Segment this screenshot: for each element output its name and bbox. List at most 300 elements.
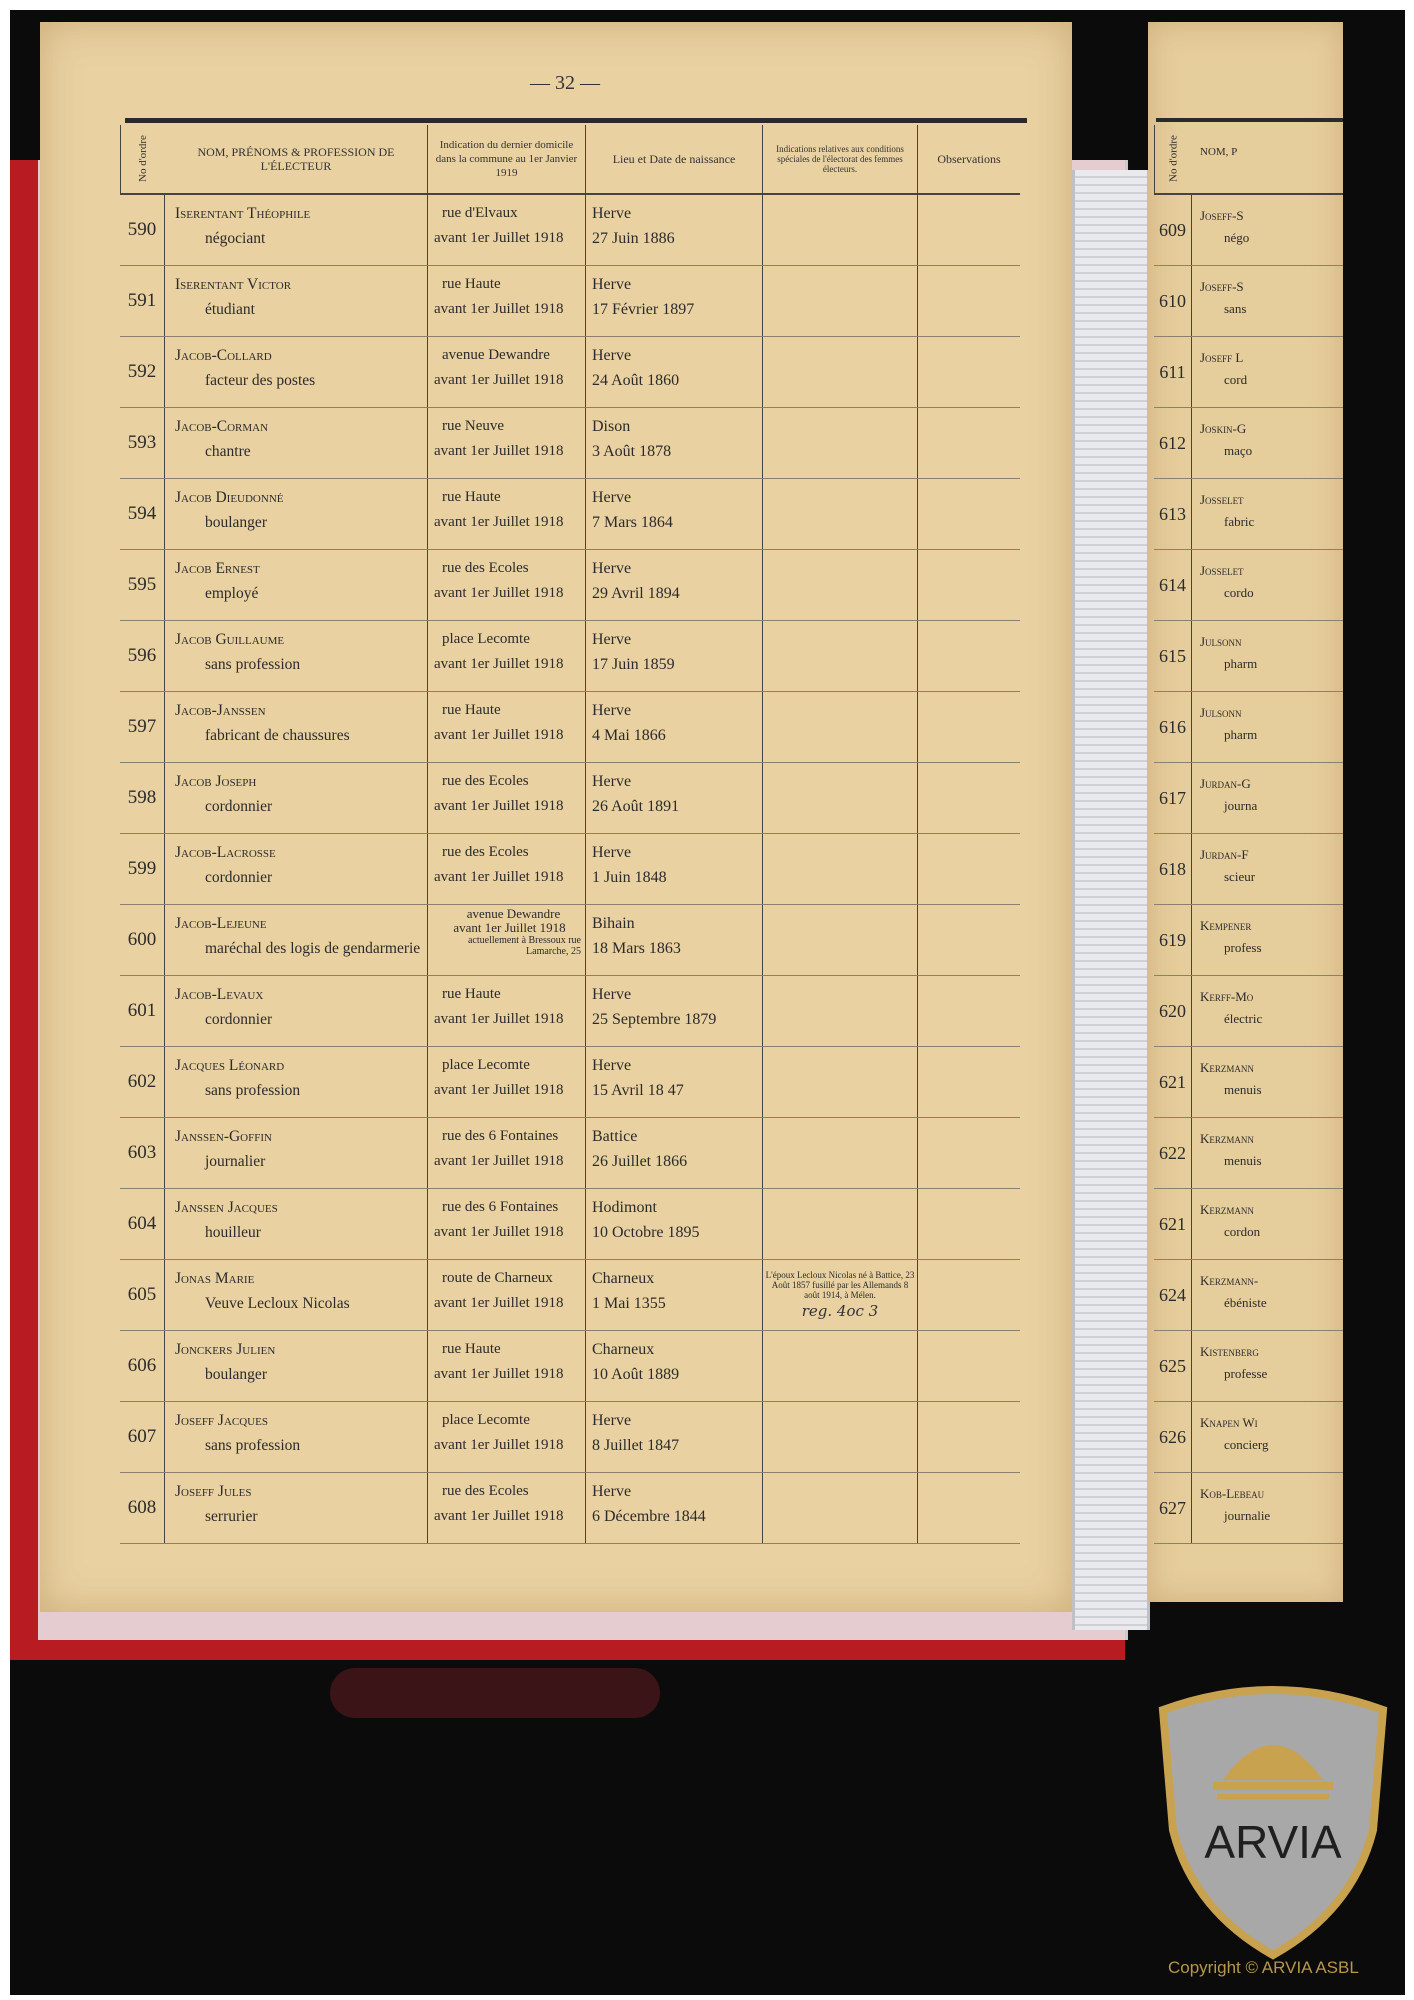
adjacent-table-row <box>1154 976 1343 1047</box>
address-date: avant 1er Juillet 1918 <box>434 1224 564 1240</box>
address: rue des 6 Fontaines <box>442 1128 559 1144</box>
adjacent-elector-name: Kob-Lebeau <box>1200 1486 1265 1501</box>
domicile-cell <box>428 1189 586 1259</box>
adjacent-elector-cell <box>1192 337 1343 407</box>
address-date: avant 1er Juillet 1918 <box>434 1295 564 1311</box>
birth-place: Herve <box>592 1412 632 1429</box>
table-row <box>120 1047 1020 1118</box>
table-row <box>120 195 1020 266</box>
adjacent-elector-name: Kerzmann <box>1200 1202 1254 1217</box>
adjacent-elector-name: Joseff L <box>1200 350 1244 365</box>
elector-cell <box>165 266 428 336</box>
birth-date: 27 Juin 1886 <box>592 230 675 247</box>
elector-profession: sans profession <box>205 1437 301 1454</box>
adjacent-elector-cell <box>1192 1402 1343 1472</box>
birth-cell <box>586 1473 763 1543</box>
header-no: No d'ordre <box>120 125 165 193</box>
adjacent-elector-name: Joskin-G <box>1200 421 1247 436</box>
table-row <box>120 621 1020 692</box>
order-number: 608 <box>120 1473 165 1543</box>
order-number: 593 <box>120 408 165 478</box>
birth-date: 10 Octobre 1895 <box>592 1224 700 1241</box>
adjacent-elector-name: Kerzmann <box>1200 1131 1254 1146</box>
address: place Lecomte <box>442 1057 530 1073</box>
adjacent-elector-profession: concierg <box>1224 1437 1269 1452</box>
adjacent-table-row <box>1154 1260 1343 1331</box>
elector-profession: Veuve Lecloux Nicolas <box>205 1295 350 1312</box>
special-conditions-cell <box>763 1402 918 1472</box>
address: route de Charneux <box>442 1270 553 1286</box>
birth-cell <box>586 1331 763 1401</box>
address-date: avant 1er Juillet 1918 <box>434 798 564 814</box>
adjacent-table-row <box>1154 195 1343 266</box>
elector-profession: chantre <box>205 443 251 460</box>
adjacent-table-row <box>1154 550 1343 621</box>
adjacent-elector-cell <box>1192 479 1343 549</box>
adjacent-order-number: 610 <box>1154 266 1192 336</box>
observations-cell <box>918 337 1020 407</box>
electoral-register-table <box>120 125 1020 1544</box>
domicile-cell <box>428 550 586 620</box>
table-row <box>120 976 1020 1047</box>
birth-cell <box>586 479 763 549</box>
elector-name: Iserentant Victor <box>175 276 292 293</box>
adjacent-order-number: 621 <box>1154 1189 1192 1259</box>
observations-cell <box>918 905 1020 975</box>
birth-place: Charneux <box>592 1270 655 1287</box>
table-row <box>120 1473 1020 1544</box>
elector-name: Janssen Jacques <box>175 1199 278 1216</box>
address: rue Haute <box>442 276 501 292</box>
adjacent-elector-name: Joseff-S <box>1200 279 1244 294</box>
order-number: 597 <box>120 692 165 762</box>
header-birth: Lieu et Date de naissance <box>586 125 763 193</box>
observations-cell <box>918 1473 1020 1543</box>
special-conditions-cell <box>763 621 918 691</box>
table-row <box>120 1118 1020 1189</box>
table-row <box>120 479 1020 550</box>
birth-date: 10 Août 1889 <box>592 1366 680 1383</box>
birth-date: 4 Mai 1866 <box>592 727 666 744</box>
special-conditions-cell <box>763 1260 918 1330</box>
elector-name: Janssen-Goffin <box>175 1128 272 1145</box>
special-conditions-cell <box>763 1473 918 1543</box>
adjacent-order-number: 615 <box>1154 621 1192 691</box>
special-conditions-cell <box>763 763 918 833</box>
special-conditions-cell <box>763 834 918 904</box>
adjacent-elector-profession: fabric <box>1224 514 1255 529</box>
adjacent-elector-cell <box>1192 1047 1343 1117</box>
birth-place: Herve <box>592 986 632 1003</box>
elector-profession: facteur des postes <box>205 372 316 389</box>
birth-date: 17 Février 1897 <box>592 301 695 318</box>
observations-cell <box>918 692 1020 762</box>
birth-date: 26 Août 1891 <box>592 798 680 815</box>
birth-cell <box>586 1260 763 1330</box>
address-date: avant 1er Juillet 1918 <box>434 301 564 317</box>
birth-place: Herve <box>592 347 632 364</box>
special-conditions-cell <box>763 1331 918 1401</box>
order-number: 598 <box>120 763 165 833</box>
special-conditions-cell <box>763 976 918 1046</box>
adjacent-elector-name: Josselet <box>1200 492 1244 507</box>
table-row <box>120 1331 1020 1402</box>
address-date: avant 1er Juillet 1918 <box>453 920 566 935</box>
adjacent-elector-name: Kistenberg <box>1200 1344 1259 1359</box>
header-domicile: Indication du dernier domicile dans la commune au 1er Janvier 1919 <box>428 125 586 193</box>
address-date: avant 1er Juillet 1918 <box>434 869 564 885</box>
birth-place: Herve <box>592 844 632 861</box>
address: rue Haute <box>442 1341 501 1357</box>
adjacent-order-number: 627 <box>1154 1473 1192 1543</box>
address-date: avant 1er Juillet 1918 <box>434 372 564 388</box>
adjacent-order-number: 614 <box>1154 550 1192 620</box>
order-number: 605 <box>120 1260 165 1330</box>
order-number: 600 <box>120 905 165 975</box>
address: rue des Ecoles <box>442 1483 529 1499</box>
table-row <box>120 408 1020 479</box>
elector-profession: boulanger <box>205 514 267 531</box>
elector-cell <box>165 1331 428 1401</box>
elector-profession: sans profession <box>205 1082 301 1099</box>
special-note: L'époux Lecloux Nicolas né à Battice, 23 Août 1857 fusillé par les Allemands 8 août 1914, à Mélen. <box>765 1270 915 1300</box>
birth-date: 8 Juillet 1847 <box>592 1437 680 1454</box>
observations-cell <box>918 408 1020 478</box>
birth-cell <box>586 195 763 265</box>
domicile-cell <box>428 1047 586 1117</box>
adjacent-header-no: No d'ordre <box>1154 125 1192 193</box>
birth-cell <box>586 1189 763 1259</box>
birth-date: 18 Mars 1863 <box>592 940 681 957</box>
special-conditions-cell <box>763 195 918 265</box>
elector-name: Jacob-Collard <box>175 347 272 364</box>
elector-name: Jacob-Levaux <box>175 986 264 1003</box>
handwritten-note: reg. 4oc 3 <box>801 1302 879 1320</box>
adjacent-order-number: 612 <box>1154 408 1192 478</box>
adjacent-elector-name: Julsonn <box>1200 634 1242 649</box>
adjacent-table-row <box>1154 1402 1343 1473</box>
address-date: avant 1er Juillet 1918 <box>434 1508 564 1524</box>
birth-cell <box>586 550 763 620</box>
birth-date: 17 Juin 1859 <box>592 656 675 673</box>
address-date: avant 1er Juillet 1918 <box>434 585 564 601</box>
order-number: 607 <box>120 1402 165 1472</box>
header-rule <box>125 118 1027 123</box>
address-date: avant 1er Juillet 1918 <box>434 1366 564 1382</box>
adjacent-elector-name: Jurdan-F <box>1200 847 1249 862</box>
elector-cell <box>165 550 428 620</box>
observations-cell <box>918 621 1020 691</box>
observations-cell <box>918 1331 1020 1401</box>
adjacent-elector-cell <box>1192 195 1343 265</box>
adjacent-elector-cell <box>1192 1331 1343 1401</box>
adjacent-table-row <box>1154 834 1343 905</box>
address: avenue Dewandre <box>442 347 550 363</box>
order-number: 603 <box>120 1118 165 1188</box>
elector-name: Jacob-Lejeune <box>175 915 267 932</box>
birth-cell <box>586 692 763 762</box>
elector-name: Jacob Joseph <box>175 773 257 790</box>
birth-place: Herve <box>592 631 632 648</box>
address: place Lecomte <box>442 1412 530 1428</box>
table-row <box>120 1260 1020 1331</box>
adjacent-elector-name: Joseff-S <box>1200 208 1244 223</box>
birth-place: Herve <box>592 205 632 222</box>
birth-place: Charneux <box>592 1341 655 1358</box>
adjacent-elector-name: Julsonn <box>1200 705 1242 720</box>
domicile-cell <box>428 905 586 975</box>
adjacent-elector-profession: pharm <box>1224 727 1258 742</box>
adjacent-elector-cell <box>1192 976 1343 1046</box>
observations-cell <box>918 1118 1020 1188</box>
header-observations: Observations <box>937 152 1001 166</box>
adjacent-elector-name: Jurdan-G <box>1200 776 1251 791</box>
adjacent-elector-profession: scieur <box>1224 869 1256 884</box>
birth-cell <box>586 976 763 1046</box>
order-number: 594 <box>120 479 165 549</box>
table-row <box>120 1189 1020 1260</box>
adjacent-header-rule <box>1156 118 1343 122</box>
adjacent-elector-cell <box>1192 692 1343 762</box>
special-conditions-cell <box>763 1189 918 1259</box>
adjacent-elector-name: Josselet <box>1200 563 1244 578</box>
adjacent-elector-profession: menuis <box>1224 1082 1262 1097</box>
adjacent-elector-profession: profess <box>1224 940 1262 955</box>
adjacent-table-row <box>1154 1047 1343 1118</box>
arvia-logo <box>1143 1670 1403 1960</box>
birth-cell <box>586 266 763 336</box>
adjacent-order-number: 621 <box>1154 1047 1192 1117</box>
birth-date: 6 Décembre 1844 <box>592 1508 706 1525</box>
elector-name: Jonckers Julien <box>175 1341 276 1358</box>
order-number: 599 <box>120 834 165 904</box>
adjacent-elector-profession: pharm <box>1224 656 1258 671</box>
order-number: 602 <box>120 1047 165 1117</box>
birth-cell <box>586 621 763 691</box>
domicile-cell <box>428 1402 586 1472</box>
birth-place: Herve <box>592 276 632 293</box>
adjacent-table-body <box>1154 195 1343 1544</box>
elector-profession: boulanger <box>205 1366 267 1383</box>
birth-date: 3 Août 1878 <box>592 443 672 460</box>
domicile-cell <box>428 976 586 1046</box>
domicile-cell <box>428 1473 586 1543</box>
domicile-cell <box>428 763 586 833</box>
elector-profession: négociant <box>205 230 266 247</box>
order-number: 601 <box>120 976 165 1046</box>
special-conditions-cell <box>763 1047 918 1117</box>
observations-cell <box>918 195 1020 265</box>
address: avenue Dewandre <box>466 906 561 921</box>
address-date: avant 1er Juillet 1918 <box>434 1437 564 1453</box>
adjacent-table-row <box>1154 1189 1343 1260</box>
adjacent-elector-profession: sans <box>1224 301 1247 316</box>
adjacent-elector-cell <box>1192 1260 1343 1330</box>
order-number: 604 <box>120 1189 165 1259</box>
adjacent-elector-profession: électric <box>1224 1011 1263 1026</box>
birth-date: 7 Mars 1864 <box>592 514 673 531</box>
address-date: avant 1er Juillet 1918 <box>434 443 564 459</box>
adjacent-page <box>1148 22 1343 1602</box>
domicile-cell <box>428 408 586 478</box>
observations-cell <box>918 1260 1020 1330</box>
birth-cell <box>586 834 763 904</box>
address-date: avant 1er Juillet 1918 <box>434 656 564 672</box>
domicile-cell <box>428 1260 586 1330</box>
birth-date: 29 Avril 1894 <box>592 585 680 602</box>
elector-name: Iserentant Théophile <box>175 205 311 222</box>
elector-cell <box>165 408 428 478</box>
address: rue Neuve <box>442 418 505 434</box>
elector-cell <box>165 337 428 407</box>
adjacent-elector-name: Kempener <box>1200 918 1252 933</box>
observations-cell <box>918 1047 1020 1117</box>
special-conditions-cell <box>763 1118 918 1188</box>
table-row <box>120 834 1020 905</box>
address: rue Haute <box>442 702 501 718</box>
elector-profession: serrurier <box>205 1508 258 1525</box>
elector-cell <box>165 976 428 1046</box>
address: rue des Ecoles <box>442 844 529 860</box>
order-number: 591 <box>120 266 165 336</box>
adjacent-elector-name: Knapen Wi <box>1200 1415 1258 1430</box>
elector-name: Jacob Guillaume <box>175 631 285 648</box>
address-date: avant 1er Juillet 1918 <box>434 1011 564 1027</box>
elector-name: Jacob-Lacrosse <box>175 844 276 861</box>
adjacent-order-number: 626 <box>1154 1402 1192 1472</box>
adjacent-elector-cell <box>1192 266 1343 336</box>
elector-profession: maréchal des logis de gendarmerie <box>205 940 421 957</box>
birth-date: 1 Mai 1355 <box>592 1295 666 1312</box>
adjacent-order-number: 609 <box>1154 195 1192 265</box>
adjacent-elector-profession: ébéniste <box>1224 1295 1267 1310</box>
birth-date: 25 Septembre 1879 <box>592 1011 717 1028</box>
address: place Lecomte <box>442 631 530 647</box>
elector-name: Jacques Léonard <box>175 1057 285 1074</box>
table-row <box>120 550 1020 621</box>
address-date: avant 1er Juillet 1918 <box>434 514 564 530</box>
elector-profession: sans profession <box>205 656 301 673</box>
adjacent-table-row <box>1154 1473 1343 1544</box>
address: rue des Ecoles <box>442 773 529 789</box>
adjacent-order-number: 616 <box>1154 692 1192 762</box>
elector-cell <box>165 905 428 975</box>
elector-cell <box>165 1402 428 1472</box>
adjacent-elector-cell <box>1192 905 1343 975</box>
address: rue Haute <box>442 489 501 505</box>
order-number: 596 <box>120 621 165 691</box>
domicile-cell <box>428 266 586 336</box>
observations-cell <box>918 834 1020 904</box>
adjacent-elector-profession: maço <box>1224 443 1253 458</box>
special-conditions-cell <box>763 550 918 620</box>
address-extra: actuellement à Bressoux rue Lamarche, 25 <box>467 935 581 957</box>
order-number: 592 <box>120 337 165 407</box>
adjacent-elector-name: Kerzmann <box>1200 1060 1254 1075</box>
adjacent-elector-profession: cordon <box>1224 1224 1261 1239</box>
domicile-cell <box>428 1331 586 1401</box>
order-number: 606 <box>120 1331 165 1401</box>
copyright: Copyright © ARVIA ASBL <box>1168 1958 1359 1977</box>
adjacent-table-row <box>1154 1331 1343 1402</box>
adjacent-table-row <box>1154 763 1343 834</box>
elector-cell <box>165 1189 428 1259</box>
table-row <box>120 763 1020 834</box>
elector-cell <box>165 763 428 833</box>
adjacent-order-number: 625 <box>1154 1331 1192 1401</box>
folder-shadow <box>330 1668 660 1718</box>
birth-date: 26 Juillet 1866 <box>592 1153 688 1170</box>
adjacent-order-number: 620 <box>1154 976 1192 1046</box>
birth-cell <box>586 905 763 975</box>
address-date: avant 1er Juillet 1918 <box>434 727 564 743</box>
adjacent-elector-profession: négo <box>1224 230 1250 245</box>
elector-profession: cordonnier <box>205 869 273 886</box>
special-conditions-cell <box>763 266 918 336</box>
domicile-cell <box>428 692 586 762</box>
birth-place: Herve <box>592 1057 632 1074</box>
observations-cell <box>918 479 1020 549</box>
address-date: avant 1er Juillet 1918 <box>434 230 564 246</box>
birth-cell <box>586 763 763 833</box>
page-number: — 32 — <box>530 72 600 94</box>
special-conditions-cell <box>763 479 918 549</box>
birth-cell <box>586 1402 763 1472</box>
address-date: avant 1er Juillet 1918 <box>434 1153 564 1169</box>
elector-name: Jacob-Corman <box>175 418 269 435</box>
elector-cell <box>165 1260 428 1330</box>
adjacent-table-row <box>1154 408 1343 479</box>
table-row <box>120 905 1020 976</box>
elector-name: Jonas Marie <box>175 1270 255 1287</box>
elector-profession: fabricant de chaussures <box>205 727 350 744</box>
adjacent-elector-profession: journalie <box>1224 1508 1271 1523</box>
elector-cell <box>165 621 428 691</box>
adjacent-table-row <box>1154 337 1343 408</box>
domicile-cell <box>428 195 586 265</box>
adjacent-elector-cell <box>1192 834 1343 904</box>
adjacent-table-row <box>1154 479 1343 550</box>
adjacent-elector-name: Kerff-Mo <box>1200 989 1254 1004</box>
header-name: NOM, PRÉNOMS & PROFESSION DE L'ÉLECTEUR <box>165 125 428 193</box>
elector-profession: employé <box>205 585 259 602</box>
order-number: 590 <box>120 195 165 265</box>
birth-date: 1 Juin 1848 <box>592 869 667 886</box>
adjacent-elector-profession: cord <box>1224 372 1248 387</box>
adjacent-elector-cell <box>1192 408 1343 478</box>
adjacent-table-row <box>1154 621 1343 692</box>
table-row <box>120 337 1020 408</box>
observations-cell <box>918 1402 1020 1472</box>
special-conditions-cell <box>763 692 918 762</box>
elector-cell <box>165 834 428 904</box>
table-row <box>120 266 1020 337</box>
adjacent-table-row <box>1154 905 1343 976</box>
elector-name: Joseff Jules <box>175 1483 252 1500</box>
special-conditions-cell <box>763 905 918 975</box>
adjacent-elector-name: Kerzmann- <box>1200 1273 1259 1288</box>
elector-name: Jacob-Janssen <box>175 702 266 719</box>
header-special: Indications relatives aux conditions spéciales de l'électorat des femmes électeurs. <box>763 125 918 193</box>
adjacent-elector-cell <box>1192 1118 1343 1188</box>
birth-place: Herve <box>592 1483 632 1500</box>
adjacent-elector-cell <box>1192 1189 1343 1259</box>
adjacent-order-number: 619 <box>1154 905 1192 975</box>
birth-place: Herve <box>592 702 632 719</box>
table-row <box>120 1402 1020 1473</box>
domicile-cell <box>428 834 586 904</box>
birth-place: Herve <box>592 560 632 577</box>
